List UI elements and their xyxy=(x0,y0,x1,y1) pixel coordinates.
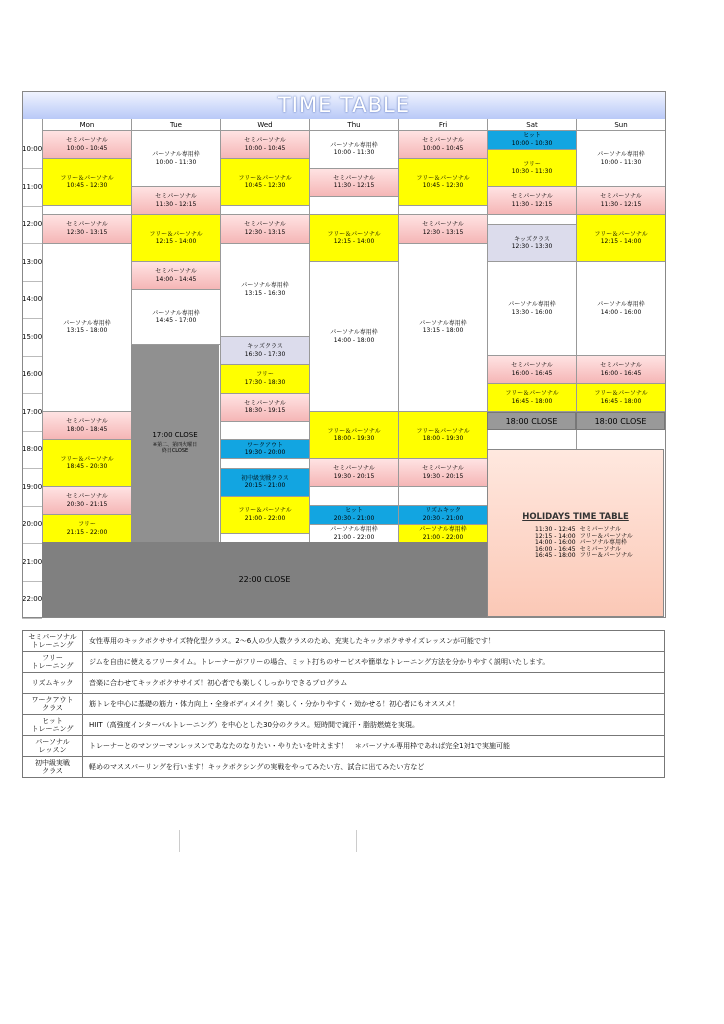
class-name: セミパーソナル xyxy=(422,137,464,145)
class-block xyxy=(221,459,309,468)
class-time: 12:15 - 14:00 xyxy=(600,238,642,246)
class-legend xyxy=(22,630,665,778)
hour-label: 17:00 xyxy=(22,407,43,416)
class-block xyxy=(577,131,665,187)
hour-label: 22:00 xyxy=(22,595,43,603)
class-block xyxy=(310,412,398,459)
class-time: 21:00 - 22:00 xyxy=(333,533,375,541)
hour-line xyxy=(22,618,42,619)
legend-name: セミパーソナル トレーニング xyxy=(23,631,83,652)
class-time: 20:30 - 21:00 xyxy=(333,514,375,522)
class-time: 10:00 - 11:30 xyxy=(333,149,375,157)
class-time: 10:00 - 10:45 xyxy=(66,144,108,152)
hour-label: 18:00 xyxy=(22,445,43,453)
legend-name: パーソナル レッスン xyxy=(23,736,83,757)
class-block xyxy=(488,187,576,215)
class-time: 10:45 - 12:30 xyxy=(66,182,108,190)
class-name: セミパーソナル xyxy=(511,193,553,201)
day-header: Fri xyxy=(398,119,487,131)
class-block xyxy=(310,459,398,487)
legend-name: 初中級実戦 クラス xyxy=(23,757,83,778)
class-time: 21:00 - 22:00 xyxy=(244,514,286,522)
class-name: セミパーソナル xyxy=(333,465,375,473)
class-name: フリー＆パーソナル xyxy=(327,427,381,435)
class-time: 20:30 - 21:15 xyxy=(66,500,108,508)
class-name: パーソナル専用枠 xyxy=(152,309,200,317)
holiday-time: 11:30 - 12:45 xyxy=(535,526,576,533)
class-name: フリー＆パーソナル xyxy=(505,390,559,398)
class-time: 18:00 - 19:30 xyxy=(422,435,464,443)
holiday-class: フリー＆パーソナル xyxy=(579,532,633,540)
class-time: 17:30 - 18:30 xyxy=(244,378,286,386)
class-block xyxy=(221,337,309,365)
class-block xyxy=(399,487,487,506)
hour-line xyxy=(22,168,42,169)
holiday-class: セミパーソナル xyxy=(579,526,622,533)
class-name: パーソナル専用枠 xyxy=(419,319,467,327)
class-block xyxy=(221,469,309,497)
sun-close: 18:00 CLOSE xyxy=(576,412,665,430)
day-header: Tue xyxy=(131,119,220,131)
class-time: 14:00 - 14:45 xyxy=(155,275,197,283)
divider xyxy=(179,830,180,852)
class-block xyxy=(310,169,398,197)
class-name: フリー xyxy=(78,521,96,529)
class-block xyxy=(43,515,131,543)
legend-desc: HIIT（高強度インターバルトレーニング）を中心とした30分のクラス。短時間で滝汗・脂肪燃焼を実現。 xyxy=(83,715,665,736)
class-time: 16:30 - 17:30 xyxy=(244,350,286,358)
class-block xyxy=(221,440,309,459)
hour-label: 16:00 xyxy=(22,370,43,378)
class-name: セミパーソナル xyxy=(244,399,286,407)
legend-row xyxy=(23,757,665,778)
hour-label: 15:00 xyxy=(22,332,43,341)
hour-line xyxy=(22,281,42,282)
hour-line xyxy=(22,506,42,507)
class-time: 13:15 - 18:00 xyxy=(66,327,108,335)
class-time: 18:30 - 19:15 xyxy=(244,407,286,415)
holiday-time: 16:00 - 16:45 xyxy=(535,545,576,553)
hour-label: 11:00 xyxy=(22,182,43,191)
class-name: フリー＆パーソナル xyxy=(327,230,381,238)
class-time: 12:30 - 13:30 xyxy=(511,243,553,250)
class-block xyxy=(132,215,220,262)
class-name: フリー＆パーソナル xyxy=(416,427,470,435)
class-time: 13:15 - 18:00 xyxy=(422,327,464,335)
hour-line xyxy=(22,356,42,357)
class-block xyxy=(577,356,665,384)
holiday-class: フリー＆パーソナル xyxy=(579,552,633,559)
class-time: 19:30 - 20:15 xyxy=(333,472,375,480)
class-time: 18:45 - 20:30 xyxy=(66,463,108,471)
legend-name: ワークアウト クラス xyxy=(23,694,83,715)
legend-desc: 音楽に合わせてキックボクササイズ！初心者でも楽しくしっかりできるプログラム xyxy=(83,673,665,694)
class-block xyxy=(310,487,398,506)
legend-row xyxy=(23,652,665,673)
class-time: 16:00 - 16:45 xyxy=(511,369,553,377)
legend-desc: トレーナーとのマンツーマンレッスンであなたのなりたい・やりたいを叶えます！ ＊パーソナル専用枠であれば完全1対1で実施可能 xyxy=(83,736,665,757)
class-block xyxy=(488,131,576,150)
class-time: 21:00 - 22:00 xyxy=(422,533,464,541)
class-name: セミパーソナル xyxy=(422,221,464,229)
class-name: セミパーソナル xyxy=(244,221,286,229)
class-name: キッズクラス xyxy=(514,235,550,243)
class-time: 10:00 - 10:45 xyxy=(422,144,464,152)
legend-desc: 筋トレを中心に基礎の筋力・体力向上・全身ボディメイク！楽しく・分かりやすく・効かせる！初心者にもオススメ！ xyxy=(83,694,665,715)
class-block xyxy=(43,244,131,413)
class-time: 21:15 - 22:00 xyxy=(66,528,108,536)
class-block xyxy=(221,206,309,215)
class-block xyxy=(43,487,131,515)
tue-close-label: 17:00 CLOSE xyxy=(152,430,198,439)
class-name: パーソナル専用枠 xyxy=(419,526,467,534)
class-name: セミパーソナル xyxy=(66,418,108,426)
class-name: セミパーソナル xyxy=(244,137,286,145)
class-name: キッズクラス xyxy=(247,343,283,351)
class-name: フリー＆パーソナル xyxy=(60,455,114,463)
day-header: Sat xyxy=(487,119,576,131)
class-name: フリー＆パーソナル xyxy=(416,174,470,182)
class-block xyxy=(399,159,487,206)
class-time: 20:30 - 21:00 xyxy=(422,514,464,522)
legend-row xyxy=(23,715,665,736)
legend-row xyxy=(23,673,665,694)
class-name: セミパーソナル xyxy=(155,268,197,276)
tue-close-note1: ※第二、第四火曜日 xyxy=(152,442,198,449)
holiday-class: セミパーソナル xyxy=(579,545,622,553)
class-time: 11:30 - 12:15 xyxy=(511,200,553,208)
class-time: 16:45 - 18:00 xyxy=(600,397,642,405)
sat-close: 18:00 CLOSE xyxy=(487,412,576,430)
class-block xyxy=(221,365,309,393)
hour-line xyxy=(22,206,42,207)
class-block xyxy=(132,262,220,290)
class-name: セミパーソナル xyxy=(66,221,108,229)
class-name: パーソナル専用枠 xyxy=(597,151,645,159)
class-time: 10:00 - 11:30 xyxy=(155,158,197,166)
class-name: パーソナル専用枠 xyxy=(63,319,111,327)
holiday-time: 16:45 - 18:00 xyxy=(535,552,576,559)
holiday-class: パーソナル専用枠 xyxy=(579,539,628,546)
day-header: Thu xyxy=(309,119,398,131)
holiday-timetable xyxy=(487,449,664,617)
main-close: 22:00 CLOSE xyxy=(42,542,487,618)
class-name: ワークアウト xyxy=(246,441,283,449)
hour-line xyxy=(22,318,42,319)
class-block xyxy=(577,384,665,412)
class-time: 12:15 - 14:00 xyxy=(155,238,197,246)
class-block xyxy=(577,262,665,356)
class-name: フリー xyxy=(523,160,541,168)
tue-close-note2: 終日CLOSE xyxy=(161,448,189,455)
day-header: Mon xyxy=(42,119,131,131)
class-block xyxy=(577,187,665,215)
hour-label: 14:00 xyxy=(22,295,43,303)
legend-name: リズムキック xyxy=(23,673,83,694)
class-name: フリー＆パーソナル xyxy=(238,174,292,182)
class-time: 14:00 - 16:00 xyxy=(600,308,642,316)
class-block xyxy=(488,215,576,224)
hour-line xyxy=(22,243,42,244)
class-name: セミパーソナル xyxy=(333,174,375,182)
hour-line xyxy=(22,431,42,432)
class-time: 18:00 - 18:45 xyxy=(66,425,108,433)
class-block xyxy=(399,131,487,159)
class-name: セミパーソナル xyxy=(511,362,553,370)
class-name: 初中級実戦クラス xyxy=(241,474,289,482)
class-name: フリー xyxy=(256,371,274,379)
class-time: 16:00 - 16:45 xyxy=(600,369,642,377)
class-block xyxy=(132,131,220,187)
legend-row xyxy=(23,694,665,715)
class-block xyxy=(43,215,131,243)
timetable-title: TIME TABLE xyxy=(22,91,666,119)
class-time: 16:45 - 18:00 xyxy=(511,397,553,405)
holiday-time: 14:00 - 16:00 xyxy=(535,539,576,546)
class-time: 13:15 - 16:30 xyxy=(244,289,286,297)
hour-label: 19:00 xyxy=(22,482,43,491)
class-block xyxy=(399,215,487,243)
class-block xyxy=(221,394,309,422)
hour-line xyxy=(22,393,42,394)
hour-line xyxy=(22,581,42,582)
class-block xyxy=(43,131,131,159)
hour-label: 21:00 xyxy=(22,557,43,566)
class-block xyxy=(132,290,220,344)
legend-desc: 軽めのマススパーリングを行います！キックボクシングの実戦をやってみたい方、試合に出てみたい方など xyxy=(83,757,665,778)
class-time: 11:30 - 12:15 xyxy=(155,200,197,208)
hour-line xyxy=(22,468,42,469)
class-name: パーソナル専用枠 xyxy=(330,141,378,149)
class-time: 10:00 - 11:30 xyxy=(600,158,642,166)
class-block xyxy=(221,131,309,159)
class-time: 12:30 - 13:15 xyxy=(244,228,286,236)
class-time: 12:15 - 14:00 xyxy=(333,238,375,246)
legend-desc: ジムを自由に使えるフリータイム。トレーナーがフリーの場合、ミット打ちのサービスや簡単なトレーニング方法を分かりやすく説明いたします。 xyxy=(83,652,665,673)
holiday-title: HOLIDAYS TIME TABLE xyxy=(522,512,629,522)
class-time: 11:30 - 12:15 xyxy=(333,182,375,190)
timetable xyxy=(22,91,666,618)
class-time: 19:30 - 20:00 xyxy=(244,449,286,457)
holiday-rows xyxy=(533,527,635,560)
class-time: 14:00 - 18:00 xyxy=(333,336,375,344)
class-time: 10:45 - 12:30 xyxy=(422,182,464,190)
class-time: 10:45 - 12:30 xyxy=(244,182,286,190)
class-block xyxy=(399,412,487,459)
class-name: セミパーソナル xyxy=(66,493,108,501)
legend-row xyxy=(23,736,665,757)
class-block xyxy=(310,215,398,262)
class-name: フリー＆パーソナル xyxy=(238,507,292,515)
class-name: セミパーソナル xyxy=(155,193,197,201)
hour-label: 10:00 xyxy=(22,145,43,153)
class-time: 10:30 - 11:30 xyxy=(511,168,553,175)
holiday-time: 12:15 - 14:00 xyxy=(535,532,576,540)
class-name: パーソナル専用枠 xyxy=(152,151,200,159)
class-name: パーソナル専用枠 xyxy=(241,282,289,290)
divider xyxy=(356,830,357,852)
class-block xyxy=(399,459,487,487)
class-name: パーソナル専用枠 xyxy=(330,329,378,337)
day-header: Sun xyxy=(576,119,665,131)
class-time: 10:00 - 10:45 xyxy=(244,144,286,152)
class-name: パーソナル専用枠 xyxy=(330,526,378,534)
class-time: 19:30 - 20:15 xyxy=(422,472,464,480)
class-name: パーソナル専用枠 xyxy=(508,301,556,309)
class-name: セミパーソナル xyxy=(422,465,464,473)
class-block xyxy=(43,206,131,215)
class-time: 14:45 - 17:00 xyxy=(155,317,197,325)
day-header: Wed xyxy=(220,119,309,131)
class-name: フリー＆パーソナル xyxy=(594,390,648,398)
class-block xyxy=(43,440,131,487)
class-block xyxy=(132,187,220,215)
class-time: 12:30 - 13:15 xyxy=(422,228,464,236)
class-block xyxy=(221,244,309,338)
hour-line xyxy=(22,543,42,544)
class-block xyxy=(310,262,398,412)
class-block xyxy=(221,422,309,441)
class-name: セミパーソナル xyxy=(600,193,642,201)
class-name: ヒット xyxy=(345,507,363,515)
tue-close-block xyxy=(131,345,219,542)
class-block xyxy=(43,159,131,206)
class-block xyxy=(577,215,665,262)
class-block xyxy=(310,197,398,216)
class-name: リズムキック xyxy=(425,507,461,515)
legend-name: フリー トレーニング xyxy=(23,652,83,673)
class-block xyxy=(488,225,576,263)
class-block xyxy=(221,497,309,535)
legend-row xyxy=(23,631,665,652)
class-block xyxy=(221,215,309,243)
class-block xyxy=(399,244,487,413)
class-time: 20:15 - 21:00 xyxy=(244,482,286,490)
class-block xyxy=(310,131,398,169)
class-time: 12:30 - 13:15 xyxy=(66,228,108,236)
class-name: セミパーソナル xyxy=(66,137,108,145)
class-time: 13:30 - 16:00 xyxy=(511,308,553,316)
class-block xyxy=(221,159,309,206)
class-time: 10:00 - 10:30 xyxy=(511,139,553,147)
class-block xyxy=(488,356,576,384)
legend-name: ヒット トレーニング xyxy=(23,715,83,736)
class-name: ヒット xyxy=(523,132,541,140)
class-name: フリー＆パーソナル xyxy=(594,230,648,238)
holiday-row xyxy=(533,553,635,560)
class-name: パーソナル専用枠 xyxy=(597,301,645,309)
hour-label: 12:00 xyxy=(22,220,43,228)
class-block xyxy=(399,506,487,525)
class-name: フリー＆パーソナル xyxy=(149,230,203,238)
hour-label: 20:00 xyxy=(22,520,43,528)
class-name: セミパーソナル xyxy=(600,362,642,370)
class-time: 18:00 - 19:30 xyxy=(333,435,375,443)
class-block xyxy=(488,150,576,188)
class-name: フリー＆パーソナル xyxy=(60,174,114,182)
class-block xyxy=(310,506,398,525)
class-block xyxy=(399,206,487,215)
class-block xyxy=(43,412,131,440)
class-time: 11:30 - 12:15 xyxy=(600,200,642,208)
legend-desc: 女性専用のキックボクササイズ特化型クラス。2～6人の少人数クラスのため、充実したキックボクササイズレッスンが可能です！ xyxy=(83,631,665,652)
class-block xyxy=(488,262,576,356)
hour-label: 13:00 xyxy=(22,257,43,266)
class-block xyxy=(488,384,576,412)
